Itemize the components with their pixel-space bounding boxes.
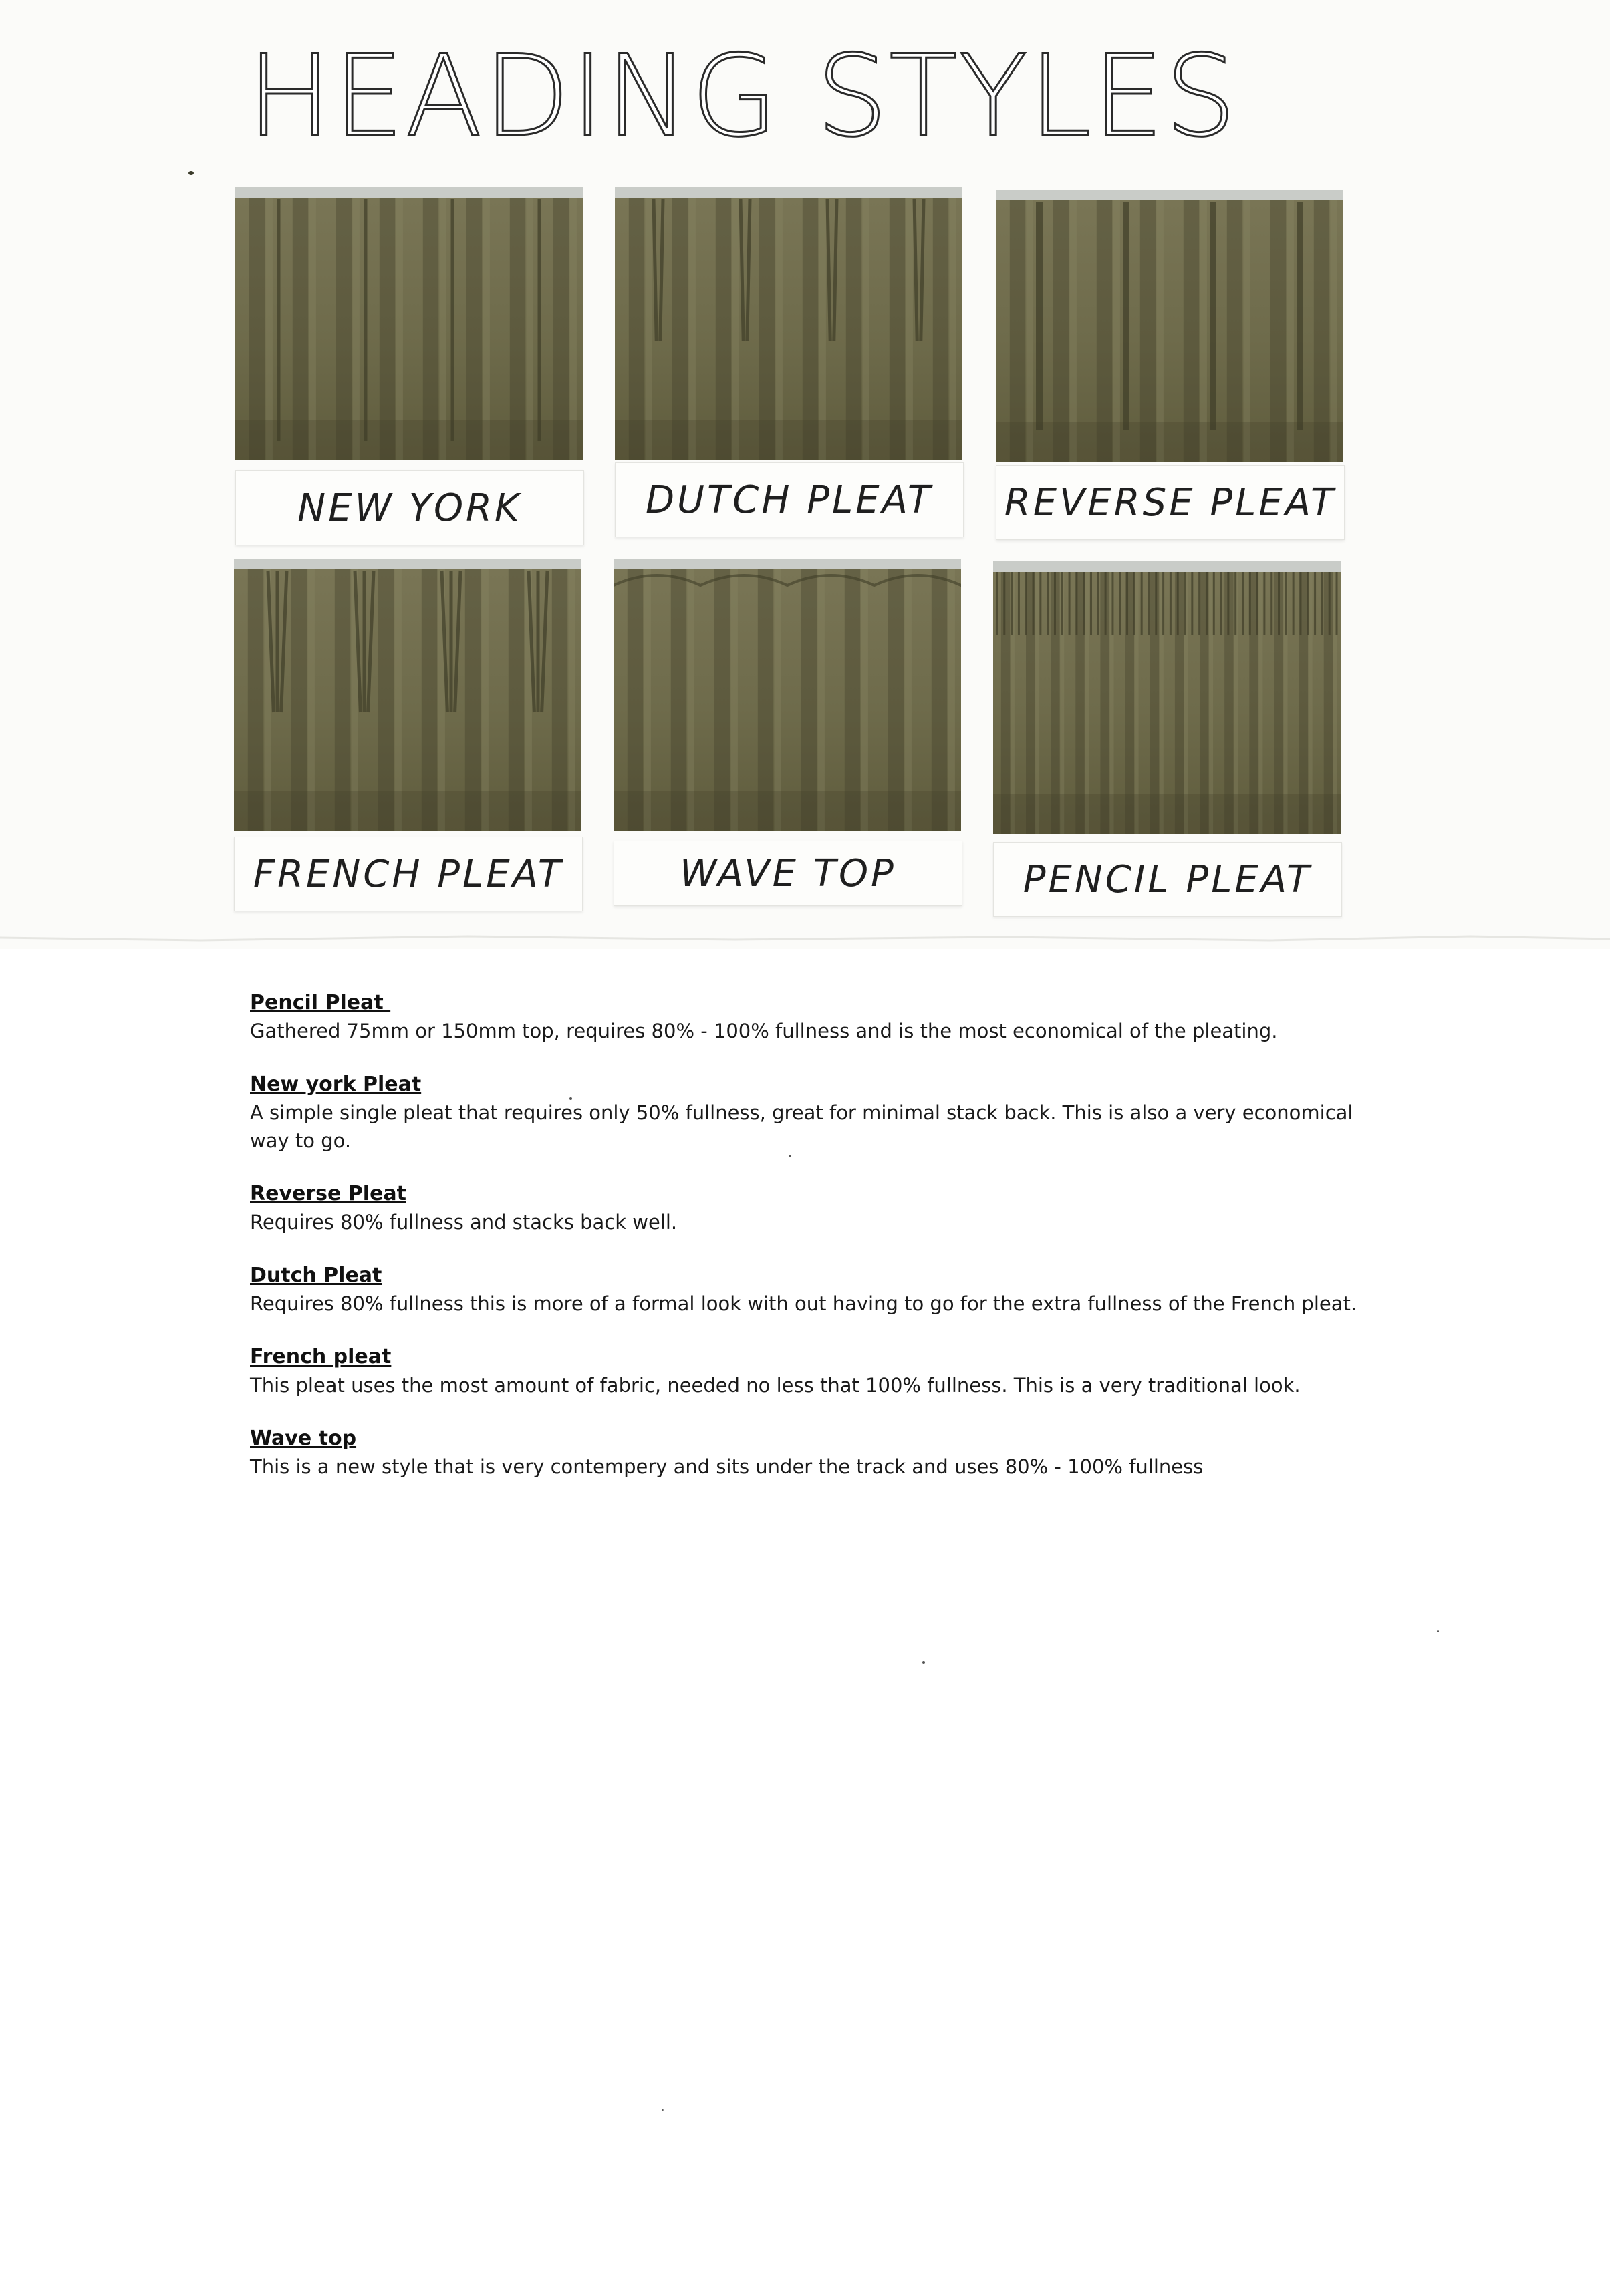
description-title: Wave top <box>250 1427 357 1450</box>
style-label-card <box>614 841 962 906</box>
style-label-card <box>234 837 583 911</box>
curtain-photo-new-york <box>235 187 583 460</box>
pleat-line <box>660 199 663 341</box>
style-label-card <box>235 470 584 545</box>
fabric-bottom-shade <box>235 420 583 460</box>
description-title: Reverse Pleat <box>250 1182 406 1205</box>
curtain-track <box>996 190 1343 200</box>
scan-speck <box>569 1097 572 1100</box>
pleat-line <box>654 199 656 341</box>
curtain-photo-pencil-pleat <box>993 561 1341 834</box>
description-title: New york Pleat <box>250 1072 422 1096</box>
pleat-line <box>827 199 830 341</box>
scan-speck <box>188 171 194 175</box>
curtain-track <box>993 561 1341 572</box>
style-label: NEW YORK <box>297 486 522 530</box>
curtain-photo-reverse-pleat <box>996 190 1343 462</box>
scan-speck <box>662 2109 664 2111</box>
style-label: PENCIL PLEAT <box>1023 857 1313 901</box>
style-label-card <box>993 842 1342 917</box>
pleat-line <box>542 571 547 712</box>
description-title: Dutch Pleat <box>250 1264 382 1287</box>
scan-speck <box>1437 1630 1439 1632</box>
pleat-line <box>368 571 374 712</box>
pleat-line <box>921 199 924 341</box>
description-reverse-pleat <box>250 1180 1359 1236</box>
description-french-pleat <box>250 1343 1359 1399</box>
scan-edge-divider <box>0 932 1610 946</box>
fabric-bottom-shade <box>996 422 1343 462</box>
description-title: Pencil Pleat <box>250 991 391 1014</box>
description-wave-top <box>250 1425 1359 1481</box>
pleat-line <box>914 199 917 341</box>
fabric-bottom-shade <box>615 420 962 460</box>
page-title: HEADING STYLES <box>247 31 1238 162</box>
pleat-line <box>455 571 460 712</box>
description-dutch-pleat <box>250 1262 1359 1318</box>
pleat-line <box>747 199 750 341</box>
style-label: DUTCH PLEAT <box>645 478 934 522</box>
description-body: This pleat uses the most amount of fabric, needed no less that 100% fullness. This is a very traditional look. <box>250 1374 1301 1397</box>
curtain-photo-french-pleat <box>234 559 581 831</box>
description-body: Requires 80% fullness and stacks back well. <box>250 1211 678 1234</box>
description-body: Requires 80% fullness this is more of a formal look with out having to go for the extra fullness of the French pleat. <box>250 1292 1357 1315</box>
fabric-bottom-shade <box>993 794 1341 834</box>
description-pencil-pleat <box>250 989 1359 1045</box>
pleat-line <box>281 571 287 712</box>
fabric-bottom-shade <box>614 791 961 831</box>
scan-speck <box>789 1155 791 1157</box>
curtain-photo-dutch-pleat <box>615 187 962 460</box>
curtain-track <box>614 559 961 569</box>
description-body: This is a new style that is very contempery and sits under the track and uses 80% - 100% fullness <box>250 1455 1204 1478</box>
description-title: French pleat <box>250 1345 392 1369</box>
description-body: Gathered 75mm or 150mm top, requires 80% - 100% fullness and is the most economical of the pleating. <box>250 1020 1278 1042</box>
scan-speck <box>922 1661 925 1664</box>
style-label-card <box>615 462 964 537</box>
curtain-photo-wave-top <box>614 559 961 831</box>
description-new-york-pleat <box>250 1070 1359 1155</box>
style-label-card <box>996 465 1345 540</box>
curtain-track <box>615 187 962 198</box>
description-body: A simple single pleat that requires only 50% fullness, great for minimal stack back. This is also a very economical way to go. <box>250 1101 1353 1152</box>
curtain-track <box>234 559 581 569</box>
pleat-line <box>741 199 743 341</box>
fabric-bottom-shade <box>234 791 581 831</box>
style-label: FRENCH PLEAT <box>253 852 564 896</box>
curtain-track <box>235 187 583 198</box>
pleat-line <box>834 199 837 341</box>
style-label: WAVE TOP <box>680 851 896 895</box>
style-descriptions <box>250 989 1359 1506</box>
style-label: REVERSE PLEAT <box>1004 480 1337 525</box>
